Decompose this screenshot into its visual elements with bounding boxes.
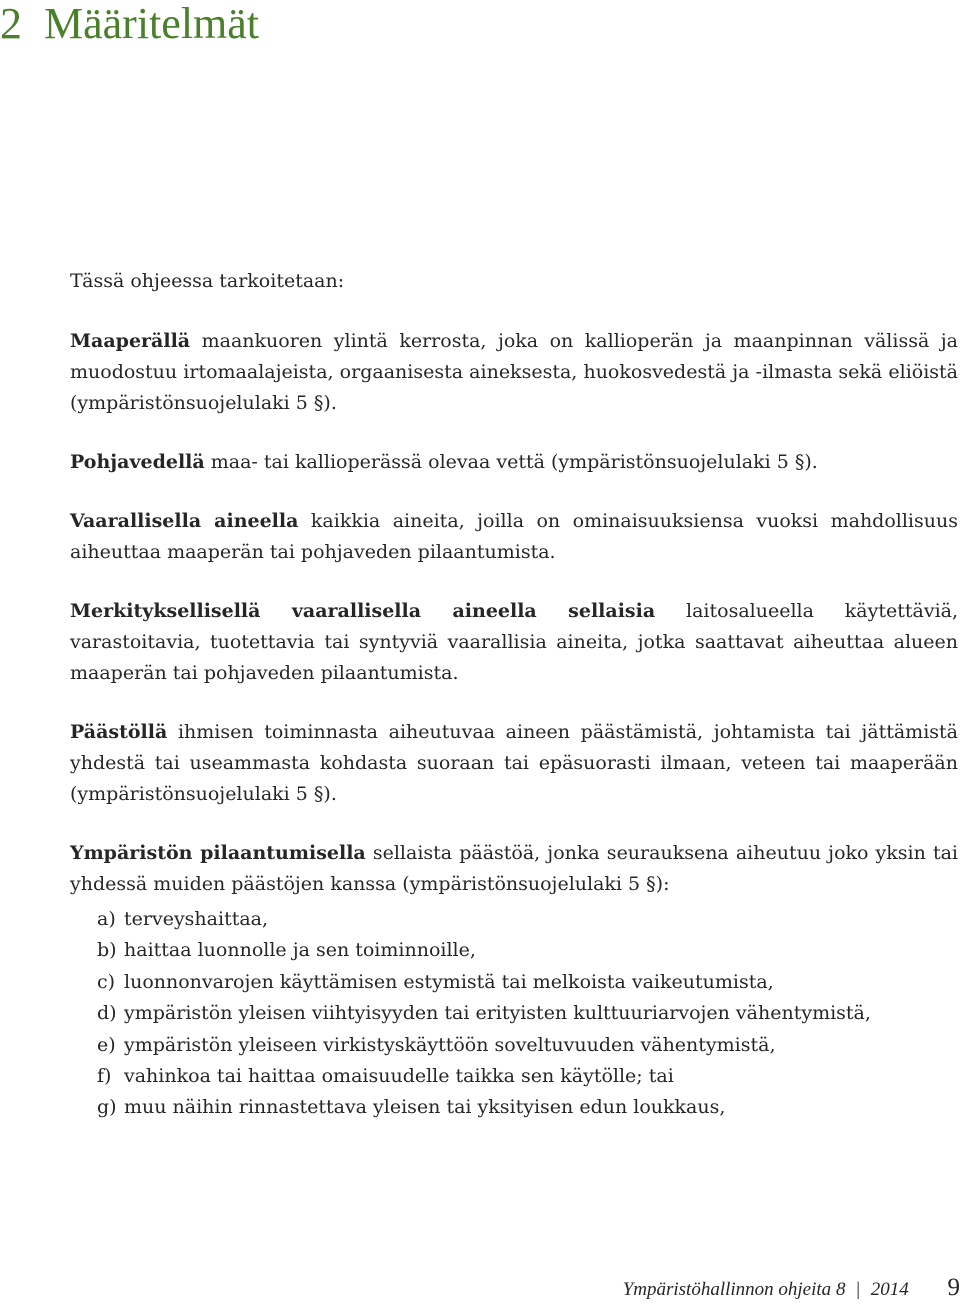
definition-merkityksellisella	[70, 596, 958, 689]
definition-term: Merkityksellisellä vaarallisella aineella sellaisia	[70, 600, 655, 622]
definition-term: Vaarallisella aineella	[70, 510, 298, 532]
list-item	[70, 1061, 958, 1092]
list-item-text: vahinkoa tai haittaa omaisuudelle taikka sen käytölle; tai	[124, 1065, 674, 1087]
list-marker: d)	[97, 998, 117, 1029]
definition-maaperalla	[70, 326, 958, 419]
list-item	[70, 1092, 958, 1123]
list-item-text: terveyshaittaa,	[124, 908, 268, 930]
pollution-effects-list	[70, 904, 958, 1124]
list-item-text: ympäristön yleisen viihtyisyyden tai erityisten kulttuuriarvojen vähentymistä,	[124, 1002, 871, 1024]
definition-text: kaikkia aineita, joilla on ominaisuuksiensa vuoksi mahdollisuus aiheuttaa maaperän tai pohjaveden pilaantumista.	[70, 510, 958, 563]
definition-term: Ympäristön pilaantumisella	[70, 842, 366, 864]
chapter-number: 2	[0, 0, 22, 48]
footer-year: 2014	[871, 1279, 909, 1300]
intro-text: Tässä ohjeessa tarkoitetaan:	[70, 266, 958, 297]
list-marker: c)	[97, 967, 115, 998]
definition-text: maa- tai kallioperässä olevaa vettä (ympäristönsuojelulaki 5 §).	[211, 451, 818, 473]
list-item	[70, 1030, 958, 1061]
definition-text: maankuoren ylintä kerrosta, joka on kallioperän ja maanpinnan välissä ja muodostuu irtomaalajeista, orgaanisesta aineksesta, huokosvedestä ja -ilmasta sekä eliöistä (ympäristönsuojelulaki 5 §).	[70, 330, 958, 414]
definition-ympariston-pilaantumisella	[70, 838, 958, 900]
definition-paastolla	[70, 717, 958, 810]
list-marker: f)	[97, 1061, 111, 1092]
definition-term: Maaperällä	[70, 330, 190, 352]
page-footer	[623, 1272, 960, 1306]
definition-text: ihmisen toiminnasta aiheutuvaa aineen päästämistä, johtamista tai jättämistä yhdestä tai useammasta kohdasta suoraan tai epäsuorasti ilmaan, veteen tai maaperään (ympäristönsuojelulaki 5 §).	[70, 721, 958, 805]
chapter-title: Määritelmät	[44, 0, 259, 48]
list-marker: g)	[97, 1092, 117, 1123]
footer-publication: Ympäristöhallinnon ohjeita	[623, 1279, 832, 1300]
definition-term: Pohjavedellä	[70, 451, 205, 473]
page-number: 9	[948, 1274, 960, 1301]
list-item-text: luonnonvarojen käyttämisen estymistä tai melkoista vaikeutumista,	[124, 971, 774, 993]
definition-term: Päästöllä	[70, 721, 167, 743]
list-item-text: muu näihin rinnastettava yleisen tai yksityisen edun loukkaus,	[124, 1096, 725, 1118]
definition-pohjavedella	[70, 447, 958, 478]
list-marker: e)	[97, 1030, 116, 1061]
list-item-text: ympäristön yleiseen virkistyskäyttöön soveltuvuuden vähentymistä,	[124, 1034, 776, 1056]
list-marker: a)	[97, 904, 116, 935]
list-item	[70, 904, 958, 935]
list-item	[70, 998, 958, 1029]
footer-issue: 8	[836, 1279, 846, 1300]
footer-separator: |	[856, 1279, 860, 1300]
definition-text: sellaista päästöä, jonka seurauksena aiheutuu joko yksin tai yhdessä muiden päästöjen kanssa (ympäristönsuojelulaki 5 §):	[70, 842, 958, 895]
chapter-heading	[0, 0, 259, 48]
list-marker: b)	[97, 935, 117, 966]
definition-vaarallisella-aineella	[70, 506, 958, 568]
list-item-text: haittaa luonnolle ja sen toiminnoille,	[124, 939, 476, 961]
list-item	[70, 935, 958, 966]
body-content	[70, 266, 958, 1124]
list-item	[70, 967, 958, 998]
definition-text: laitosalueella käytettäviä, varastoitavia, tuotettavia tai syntyviä vaarallisia aineita, jotka saattavat aiheuttaa alueen maaperän tai pohjaveden pilaantumista.	[70, 600, 958, 684]
